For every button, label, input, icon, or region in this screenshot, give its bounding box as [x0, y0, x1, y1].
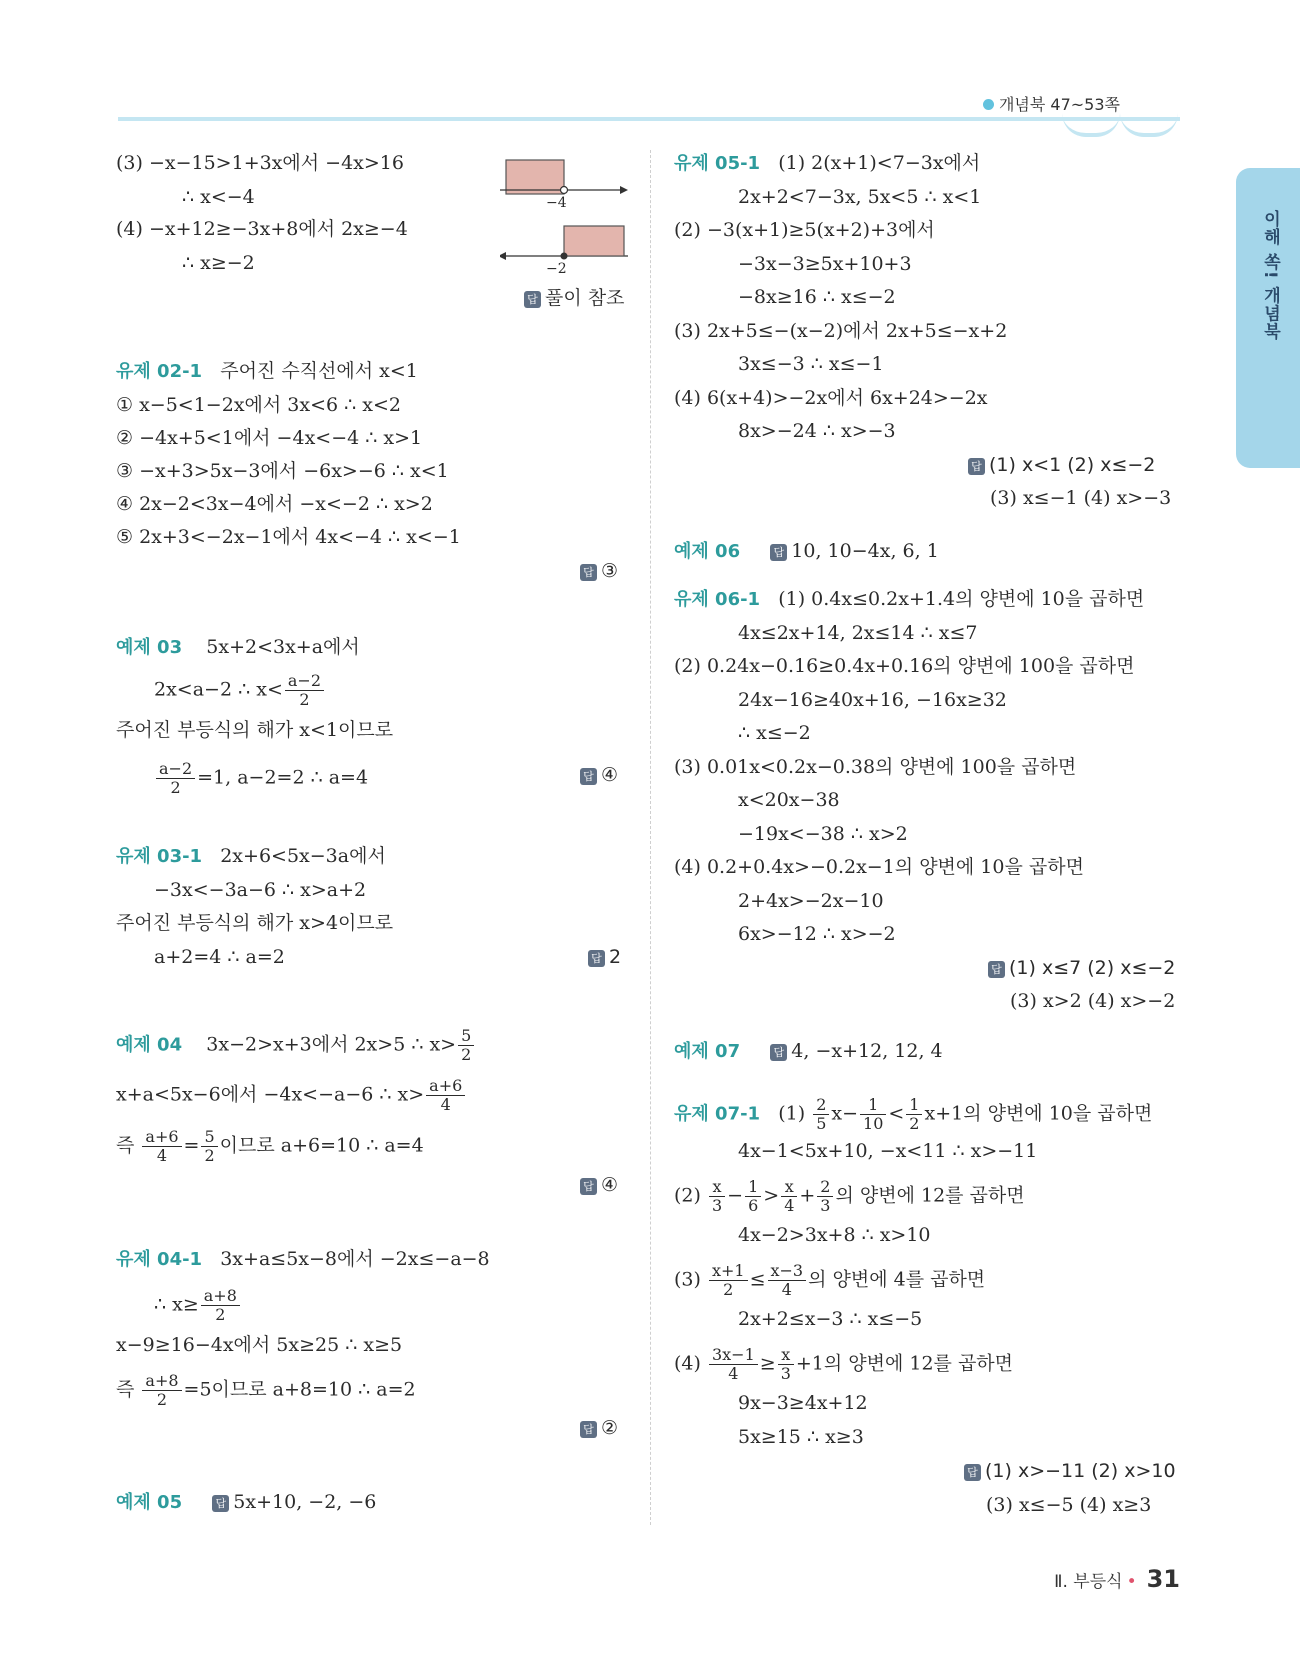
u071-line6: 2x+2≤x−3 ∴ x≤−5 — [738, 1308, 923, 1330]
answer-icon: 답 — [524, 291, 541, 308]
u051-line9: 8x>−24 ∴ x>−3 — [738, 420, 896, 442]
u031-line4: a+2=4 ∴ a=2 — [154, 946, 285, 968]
answer-u071: 답 (1) x>−11 (2) x>10 — [964, 1458, 1176, 1484]
answer-icon: 답 — [580, 564, 597, 581]
e05-line: 예제 05 답 5x+10, −2, −6 — [116, 1491, 377, 1513]
answer-u061-line2: (3) x>2 (4) x>−2 — [1010, 990, 1176, 1012]
shaded-region — [564, 226, 624, 256]
scallop-decoration — [1062, 113, 1120, 137]
answer-e04: 답 ④ — [580, 1172, 618, 1198]
answer-u031: 답 2 — [588, 944, 621, 970]
answer-icon: 답 — [988, 961, 1005, 978]
answer-u021: 답 ③ — [580, 558, 618, 584]
answer-icon: 답 — [968, 458, 985, 475]
u061-line9: (4) 0.2+0.4x>−0.2x−1의 양변에 10을 곱하면 — [674, 856, 1084, 878]
e06-line: 예제 06 답 10, 10−4x, 6, 1 — [674, 540, 939, 562]
u071-line4: 4x−2>3x+8 ∴ x>10 — [738, 1224, 931, 1246]
fraction: $\frac{a+6}{4}$ — [142, 1128, 181, 1165]
u031-line2: −3x<−3a−6 ∴ x>a+2 — [154, 879, 367, 901]
shaded-region — [506, 160, 564, 194]
fraction: $\frac{5}{2}$ — [458, 1027, 474, 1064]
fraction: $\frac{2}{3}$ — [817, 1178, 833, 1215]
header-rule — [118, 117, 1180, 121]
u021-line3: ③ −x+3>5x−3에서 −6x>−6 ∴ x<1 — [116, 460, 449, 482]
answer-icon: 답 — [580, 1421, 597, 1438]
u071-line8: 9x−3≥4x+12 — [738, 1392, 868, 1414]
fraction: $\frac{x}{3}$ — [778, 1346, 794, 1383]
u061-line6: (3) 0.01x<0.2x−0.38의 양변에 100을 곱하면 — [674, 756, 1077, 778]
fraction: $\frac{x+1}{2}$ — [709, 1262, 748, 1299]
u051-line4: −3x−3≥5x+10+3 — [738, 253, 912, 275]
u051-line5: −8x≥16 ∴ x≤−2 — [738, 286, 896, 308]
answer-u051-line2: (3) x≤−1 (4) x>−3 — [990, 487, 1172, 509]
u061-line5: ∴ x≤−2 — [738, 722, 811, 744]
u051-line2: 2x+2<7−3x, 5x<5 ∴ x<1 — [738, 186, 982, 208]
answer-u051: 답 (1) x<1 (2) x≤−2 — [968, 452, 1155, 478]
u041-line4: 즉 $\frac{a+8}{2}$ =5이므로 a+8=10 ∴ a=2 — [116, 1371, 416, 1409]
book-reference: 개념북 47~53쪽 — [983, 92, 1120, 115]
u061-line3: (2) 0.24x−0.16≥0.4x+0.16의 양변에 100을 곱하면 — [674, 655, 1135, 677]
u021-line2: ② −4x+5<1에서 −4x<−4 ∴ x>1 — [116, 427, 423, 449]
arrow-left-icon — [500, 252, 506, 260]
e03-line2: 2x<a−2 ∴ x< $\frac{a-2}{2}$ — [154, 672, 326, 709]
e03-line4: $\frac{a-2}{2}$ =1, a−2=2 ∴ a=4 — [154, 760, 368, 797]
answer-icon: 답 — [580, 1178, 597, 1195]
u031-header: 유제 03-1 2x+6<5x−3a에서 — [116, 845, 386, 867]
e03-header: 예제 03 5x+2<3x+a에서 — [116, 636, 360, 658]
fraction: $\frac{x}{4}$ — [781, 1178, 797, 1215]
u071-line7: (4) $\frac{3x-1}{4}$ ≥ $\frac{x}{3}$ +1의 양변에 12를 곱하면 — [674, 1345, 1014, 1383]
fraction: $\frac{x}{3}$ — [709, 1178, 725, 1215]
u041-line2: ∴ x≥ $\frac{a+8}{2}$ — [154, 1287, 242, 1324]
e07-line: 예제 07 답 4, −x+12, 12, 4 — [674, 1040, 943, 1062]
u061-line4: 24x−16≥40x+16, −16x≥32 — [738, 689, 1007, 711]
page-number: 31 — [1146, 1565, 1180, 1593]
u061-line11: 6x>−12 ∴ x>−2 — [738, 923, 896, 945]
fraction: $\frac{2}{5}$ — [813, 1096, 829, 1133]
fraction: $\frac{1}{10}$ — [860, 1096, 886, 1133]
p3-line1: (3) −x−15>1+3x에서 −4x>16 — [116, 152, 404, 174]
e04-line1: 예제 04 3x−2>x+3에서 2x>5 ∴ x> $\frac{5}{2}$ — [116, 1027, 476, 1064]
u061-line2: 4x≤2x+14, 2x≤14 ∴ x≤7 — [738, 622, 978, 644]
bullet-icon: • — [1126, 1572, 1137, 1592]
answer-e03: 답 ④ — [580, 762, 618, 788]
u061-line10: 2+4x>−2x−10 — [738, 890, 884, 912]
u071-line3: (2) $\frac{x}{3}$ − $\frac{1}{6}$ > $\frac{x}{4}$ + $\frac{2}{3}$ 의 양변에 12를 곱하면 — [674, 1177, 1025, 1215]
u041-header: 유제 04-1 3x+a≤5x−8에서 −2x≤−a−8 — [116, 1248, 490, 1270]
scallop-decoration — [1120, 113, 1178, 137]
answer-icon: 답 — [770, 544, 787, 561]
fraction: $\frac{a+8}{2}$ — [142, 1372, 181, 1409]
e04-line2: x+a<5x−6에서 −4x<−a−6 ∴ x> $\frac{a+6}{4}$ — [116, 1077, 467, 1114]
fraction: $\frac{a+6}{4}$ — [426, 1077, 465, 1114]
u051-line6: (3) 2x+5≤−(x−2)에서 2x+5≤−x+2 — [674, 320, 1008, 342]
u071-line5: (3) $\frac{x+1}{2}$ ≤ $\frac{x-3}{4}$ 의 양변에 4를 곱하면 — [674, 1261, 986, 1299]
u031-line3: 주어진 부등식의 해가 x>4이므로 — [116, 912, 394, 934]
u051-line8: (4) 6(x+4)>−2x에서 6x+24>−2x — [674, 387, 988, 409]
column-divider — [650, 150, 651, 1525]
answer-u061: 답 (1) x≤7 (2) x≤−2 — [988, 955, 1175, 981]
u061-line8: −19x<−38 ∴ x>2 — [738, 823, 908, 845]
fraction: $\frac{a+8}{2}$ — [201, 1287, 240, 1324]
u021-line5: ⑤ 2x+3<−2x−1에서 4x<−4 ∴ x<−1 — [116, 526, 461, 548]
u071-line2: 4x−1<5x+10, −x<11 ∴ x>−11 — [738, 1140, 1038, 1162]
fraction: $\frac{a-2}{2}$ — [156, 760, 195, 797]
u071-header: 유제 07-1 (1) $\frac{2}{5}$ x− $\frac{1}{10}$ < $\frac{1}{2}$ x+1의 양변에 10을 곱하면 — [674, 1095, 1153, 1133]
u041-line3: x−9≥16−4x에서 5x≥25 ∴ x≥5 — [116, 1334, 403, 1356]
bullet-dot-icon — [983, 99, 994, 110]
u021-header: 유제 02-1 주어진 수직선에서 x<1 — [116, 360, 418, 382]
answer-icon: 답 — [964, 1464, 981, 1481]
u061-line7: x<20x−38 — [738, 789, 840, 811]
answer-u041: 답 ② — [580, 1415, 618, 1441]
answer-p: 답 풀이 참조 — [524, 285, 624, 311]
fraction: $\frac{a-2}{2}$ — [285, 672, 324, 709]
answer-icon: 답 — [580, 768, 597, 785]
answer-u071-line2: (3) x≤−5 (4) x≥3 — [986, 1494, 1152, 1516]
e04-line3: 즉 $\frac{a+6}{4}$ = $\frac{5}{2}$ 이므로 a+6=10 ∴ a=4 — [116, 1127, 424, 1165]
u051-line7: 3x≤−3 ∴ x≤−1 — [738, 353, 884, 375]
side-tab-label: 이해 쏙! 개념북 — [1260, 210, 1280, 341]
arrow-right-icon — [620, 186, 628, 194]
fraction: $\frac{5}{2}$ — [201, 1128, 217, 1165]
u071-line9: 5x≥15 ∴ x≥3 — [738, 1426, 864, 1448]
fraction: $\frac{3x-1}{4}$ — [709, 1346, 758, 1383]
answer-icon: 답 — [212, 1495, 229, 1512]
u021-line1: ① x−5<1−2x에서 3x<6 ∴ x<2 — [116, 394, 401, 416]
u061-header: 유제 06-1 (1) 0.4x≤0.2x+1.4의 양변에 10을 곱하면 — [674, 588, 1145, 610]
u051-line3: (2) −3(x+1)≥5(x+2)+3에서 — [674, 219, 935, 241]
page-footer: Ⅱ. 부등식 • 31 — [1054, 1565, 1180, 1593]
p4-line1: (4) −x+12≥−3x+8에서 2x≥−4 — [116, 218, 408, 240]
fraction: $\frac{1}{6}$ — [745, 1178, 761, 1215]
u051-header: 유제 05-1 (1) 2(x+1)<7−3x에서 — [674, 152, 981, 174]
p3-line2: ∴ x<−4 — [182, 186, 255, 208]
answer-icon: 답 — [770, 1044, 787, 1061]
number-line-1-label: −4 — [546, 195, 567, 211]
u021-line4: ④ 2x−2<3x−4에서 −x<−2 ∴ x>2 — [116, 493, 433, 515]
fraction: $\frac{x-3}{4}$ — [768, 1262, 807, 1299]
number-line-2-label: −2 — [546, 261, 567, 277]
e03-line3: 주어진 부등식의 해가 x<1이므로 — [116, 719, 394, 741]
p4-line2: ∴ x≥−2 — [182, 252, 255, 274]
fraction: $\frac{1}{2}$ — [906, 1096, 922, 1133]
answer-icon: 답 — [588, 950, 605, 967]
